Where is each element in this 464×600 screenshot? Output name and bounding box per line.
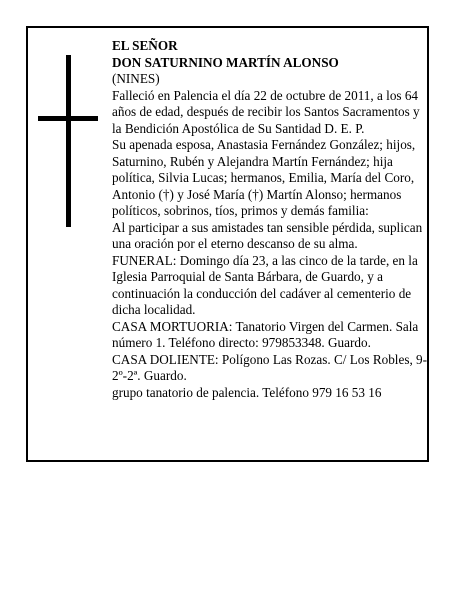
- cross-horizontal-bar: [38, 116, 98, 121]
- funeral-group-contact: grupo tanatorio de palencia. Teléfono 979 16 53 16: [112, 384, 382, 400]
- prayer-request: Al participar a sus amistades tan sensible pérdida, suplican una oración por el eterno descanso de su alma.: [112, 219, 423, 251]
- latin-cross-icon: [38, 55, 98, 227]
- deceased-nickname: (NINES): [112, 71, 160, 86]
- death-announcement: Falleció en Palencia el día 22 de octubre de 2011, a los 64 años de edad, después de recibir los Santos Sacramentos y la Bendición Apostólica de Su Santidad D. E. P.: [112, 87, 420, 136]
- cross-vertical-bar: [66, 55, 71, 227]
- family-home-info: CASA DOLIENTE: Polígono Las Rozas. C/ Los Robles, 9-2º-2ª. Guardo.: [112, 351, 428, 383]
- family-list: Su apenada esposa, Anastasia Fernández González; hijos, Saturnino, Rubén y Alejandra Martín Fernández; hija política, Silvia Lucas; hermanos, Emilia, María del Coro, Antonio (†) y José María (†) Martín Alonso; hermanos políticos, sobrinos, tíos, primos y demás familia:: [112, 137, 416, 218]
- obituary-text: [112, 38, 428, 401]
- funeral-info: FUNERAL: Domingo día 23, a las cinco de la tarde, en la Iglesia Parroquial de Santa Bárbara, de Guardo, y a continuación la conducción del cadáver al cementerio de dicha localidad.: [112, 252, 418, 317]
- funeral-home-info: CASA MORTUORIA: Tanatorio Virgen del Carmen. Sala número 1. Teléfono directo: 979853348. Guardo.: [112, 318, 419, 350]
- deceased-name: DON SATURNINO MARTÍN ALONSO: [112, 54, 339, 70]
- heading-title: EL SEÑOR: [112, 38, 178, 53]
- obituary-notice: [26, 26, 429, 462]
